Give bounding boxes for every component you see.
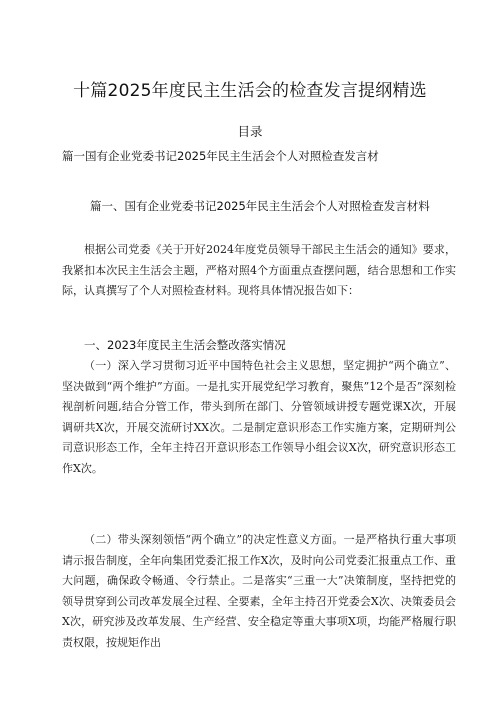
- document-title: 十篇2025年度民主生活会的检查发言提纲精选: [73, 81, 427, 101]
- intro-paragraph: 根据公司党委《关于开好2024年度党员领导干部民主生活会的通知》要求，我紧扣本次民主生活会主题，严格对照4个方面重点查摆问题，结合思想和工作实际，认真撰写了个人对照检查材料。现将具体情况报告如下：: [62, 243, 456, 297]
- paragraph-2: （二）带头深刻领悟“两个确立”的决定性意义方面。一是严格执行重大事项请示报告制度，全年向集团党委汇报工作X次，及时向公司党委汇报重点工作、重大问题，确保政令畅通、令行禁止。二是落实“三重一大”决策制度，坚持把党的领导贯穿到公司改革发展全过程、全要素，全年主持召开党委会X次、决策委员会X次，研究涉及改革发展、生产经营、安全稳定等重大事项X项，均能严格履行职责权限，按规矩作出: [62, 533, 456, 649]
- section-title: 篇一、国有企业党委书记2025年民主生活会个人对照检查发言材料: [90, 199, 430, 213]
- toc-item-1[interactable]: 篇一国有企业党委书记2025年民主生活会个人对照检查发言材: [62, 149, 379, 163]
- paragraph-1: （一）深入学习贯彻习近平中国特色社会主义思想，坚定拥护“两个确立”、坚决做到“两个维护”方面。一是扎实开展党纪学习教育，聚焦”12个是否”深刻检视剖析问题,结合分管工作，带头到所在部门、分管领域讲授专题党课X次，开展调研共X次，开展交流研讨XX次。二是制定意识形态工作实施方案，定期研判公司意识形态工作，全年主持召开意识形态工作领导小组会议X次，研究意识形态工作X次。: [62, 359, 456, 475]
- subheading-1: 一、2023年度民主生活会整改落实情况: [84, 338, 286, 352]
- toc-heading: 目录: [237, 124, 263, 139]
